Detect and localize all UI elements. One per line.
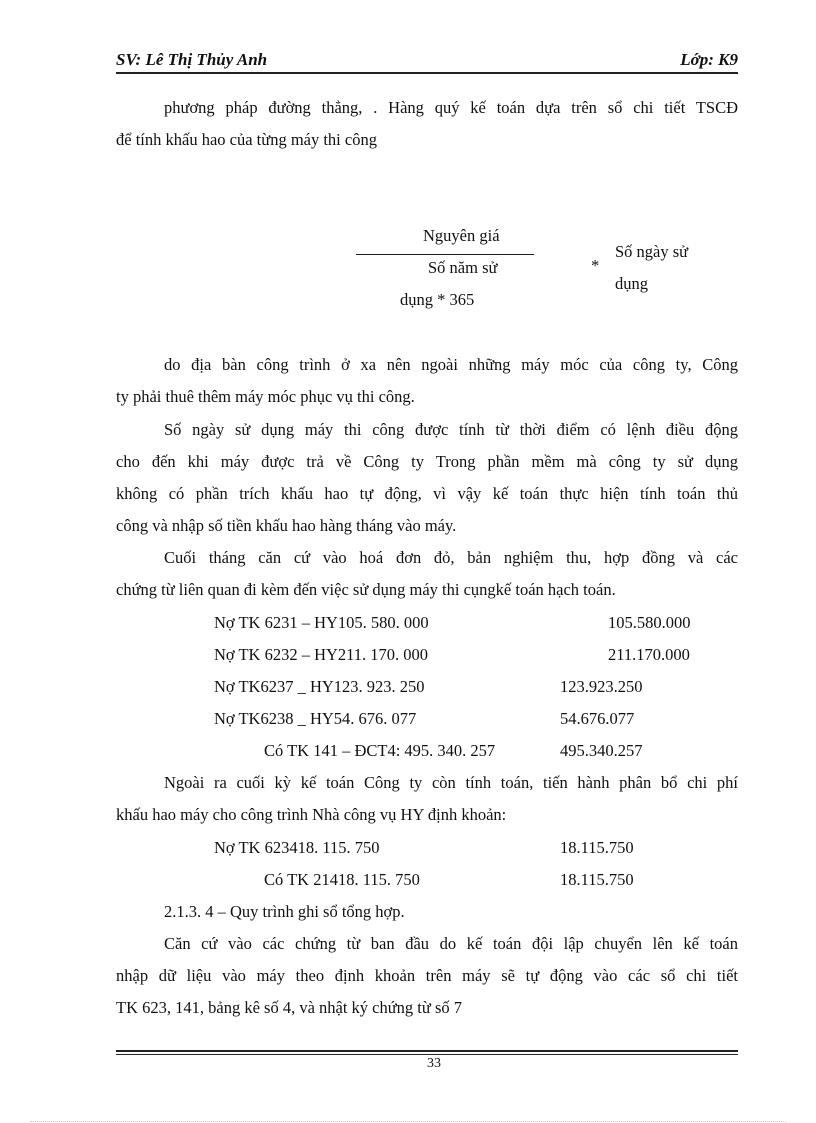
- para2-line-1: Số ngày sử dụng máy thi công được tính từ thời điểm có lệnh điều động: [164, 420, 738, 439]
- entry-label: Nợ TK 6231 – HY105. 580. 000: [214, 613, 429, 632]
- header-class: Lớp: K9: [680, 50, 738, 69]
- header-student-name: SV: Lê Thị Thủy Anh: [116, 50, 268, 69]
- entry-label: Có TK 141 – ĐCT4: 495. 340. 257: [264, 741, 496, 760]
- para5-line-1: Căn cứ vào các chứng từ ban đầu do kế toán đội lập chuyển lên kế toán: [164, 934, 738, 953]
- para2-line-4: công và nhập số tiền khấu hao hàng tháng vào máy.: [116, 516, 457, 535]
- para1-line-1: do địa bàn công trình ở xa nên ngoài những máy móc của công ty, Công: [164, 355, 738, 374]
- intro-line-1: phương pháp đường thẳng, . Hàng quý kế toán dựa trên sổ chi tiết TSCĐ: [164, 98, 738, 117]
- entry-amount: 495.340.257: [560, 741, 643, 760]
- entry-amount: 105.580.000: [608, 613, 691, 632]
- entry-label: Nợ TK 623418. 115. 750: [214, 838, 380, 857]
- page-bottom-edge: [30, 1121, 786, 1122]
- footer-rule-top: [116, 1050, 738, 1052]
- entry-label: Nợ TK6237 _ HY123. 923. 250: [214, 677, 425, 696]
- formula-right-2: dụng: [615, 274, 648, 293]
- entry-amount: 54.676.077: [560, 709, 635, 728]
- formula-denominator-1: Số năm sử: [428, 258, 498, 277]
- intro-line-2: để tính khấu hao của từng máy thi công: [116, 130, 377, 149]
- entry-amount: 18.115.750: [560, 870, 634, 889]
- formula-fraction-bar: [356, 254, 534, 255]
- para5-line-2: nhập dữ liệu vào máy theo định khoản trên máy sẽ tự động vào các sổ chi tiết: [116, 966, 738, 985]
- page-number: 33: [427, 1056, 441, 1071]
- entry-amount: 211.170.000: [608, 645, 690, 664]
- entry-amount: 123.923.250: [560, 677, 643, 696]
- header-rule: [116, 72, 738, 74]
- section-heading: 2.1.3. 4 – Quy trình ghi sổ tổng hợp.: [164, 902, 405, 921]
- entry-amount: 18.115.750: [560, 838, 634, 857]
- formula-right-1: Số ngày sử: [615, 242, 689, 261]
- para4-line-2: khấu hao máy cho công trình Nhà công vụ HY định khoản:: [116, 805, 507, 824]
- para2-line-2: cho đến khi máy được trả về Công ty Trong phần mềm mà công ty sử dụng: [116, 452, 738, 471]
- para2-line-3: không có phần trích khấu hao tự động, vì vậy kế toán thực hiện tính toán thủ: [116, 484, 738, 503]
- formula-denominator-2: dụng * 365: [400, 290, 475, 309]
- para3-line-1: Cuối tháng căn cứ vào hoá đơn đỏ, bản nghiệm thu, hợp đồng và các: [164, 548, 738, 567]
- formula-multiply-sign: *: [591, 256, 600, 275]
- entry-label: Có TK 21418. 115. 750: [264, 870, 420, 889]
- para3-line-2: chứng từ liên quan đi kèm đến việc sử dụng máy thi cụngkế toán hạch toán.: [116, 580, 616, 599]
- para5-line-3: TK 623, 141, bảng kê số 4, và nhật ký chứng từ số 7: [116, 998, 463, 1017]
- formula-numerator: Nguyên giá: [423, 226, 500, 245]
- entry-label: Nợ TK6238 _ HY54. 676. 077: [214, 709, 417, 728]
- para4-line-1: Ngoài ra cuối kỳ kế toán Công ty còn tính toán, tiến hành phân bổ chi phí: [164, 773, 738, 792]
- para1-line-2: ty phải thuê thêm máy móc phục vụ thi công.: [116, 387, 415, 406]
- footer-rule-bottom: [116, 1054, 738, 1055]
- entry-label: Nợ TK 6232 – HY211. 170. 000: [214, 645, 429, 664]
